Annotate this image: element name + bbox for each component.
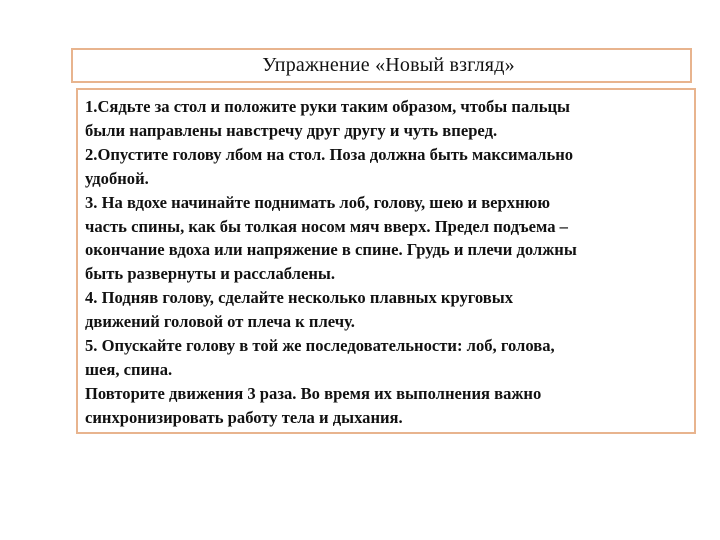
instructions-box bbox=[76, 88, 696, 434]
instruction-line: часть спины, как бы толкая носом мяч вверх. Предел подъема – bbox=[85, 216, 568, 236]
instruction-line: движений головой от плеча к плечу. bbox=[85, 312, 355, 332]
instruction-line: 2.Опустите голову лбом на стол. Поза должна быть максимально bbox=[85, 144, 574, 164]
instruction-line: 1.Сядьте за стол и положите руки таким образом, чтобы пальцы bbox=[85, 97, 571, 116]
instruction-line: были направлены навстречу друг другу и чуть вперед. bbox=[85, 120, 498, 140]
instruction-line: синхронизировать работу тела и дыхания. bbox=[85, 407, 403, 427]
instruction-line: шея, спина. bbox=[85, 359, 173, 379]
instruction-line: удобной. bbox=[85, 168, 149, 188]
title-box bbox=[71, 48, 692, 83]
exercise-title: Упражнение «Новый взгляд» bbox=[262, 54, 515, 76]
instruction-line: Повторите движения 3 раза. Во время их выполнения важно bbox=[85, 383, 542, 403]
instructions-text bbox=[85, 95, 688, 430]
instruction-line: 4. Подняв голову, сделайте несколько плавных круговых bbox=[85, 288, 514, 308]
instruction-line: 3. На вдохе начинайте поднимать лоб, голову, шею и верхнюю bbox=[85, 192, 550, 212]
instruction-line: окончание вдоха или напряжение в спине. Грудь и плечи должны bbox=[85, 240, 577, 260]
instruction-line: быть развернуты и расслаблены. bbox=[85, 264, 335, 284]
instruction-line: 5. Опускайте голову в той же последовательности: лоб, голова, bbox=[85, 336, 555, 356]
